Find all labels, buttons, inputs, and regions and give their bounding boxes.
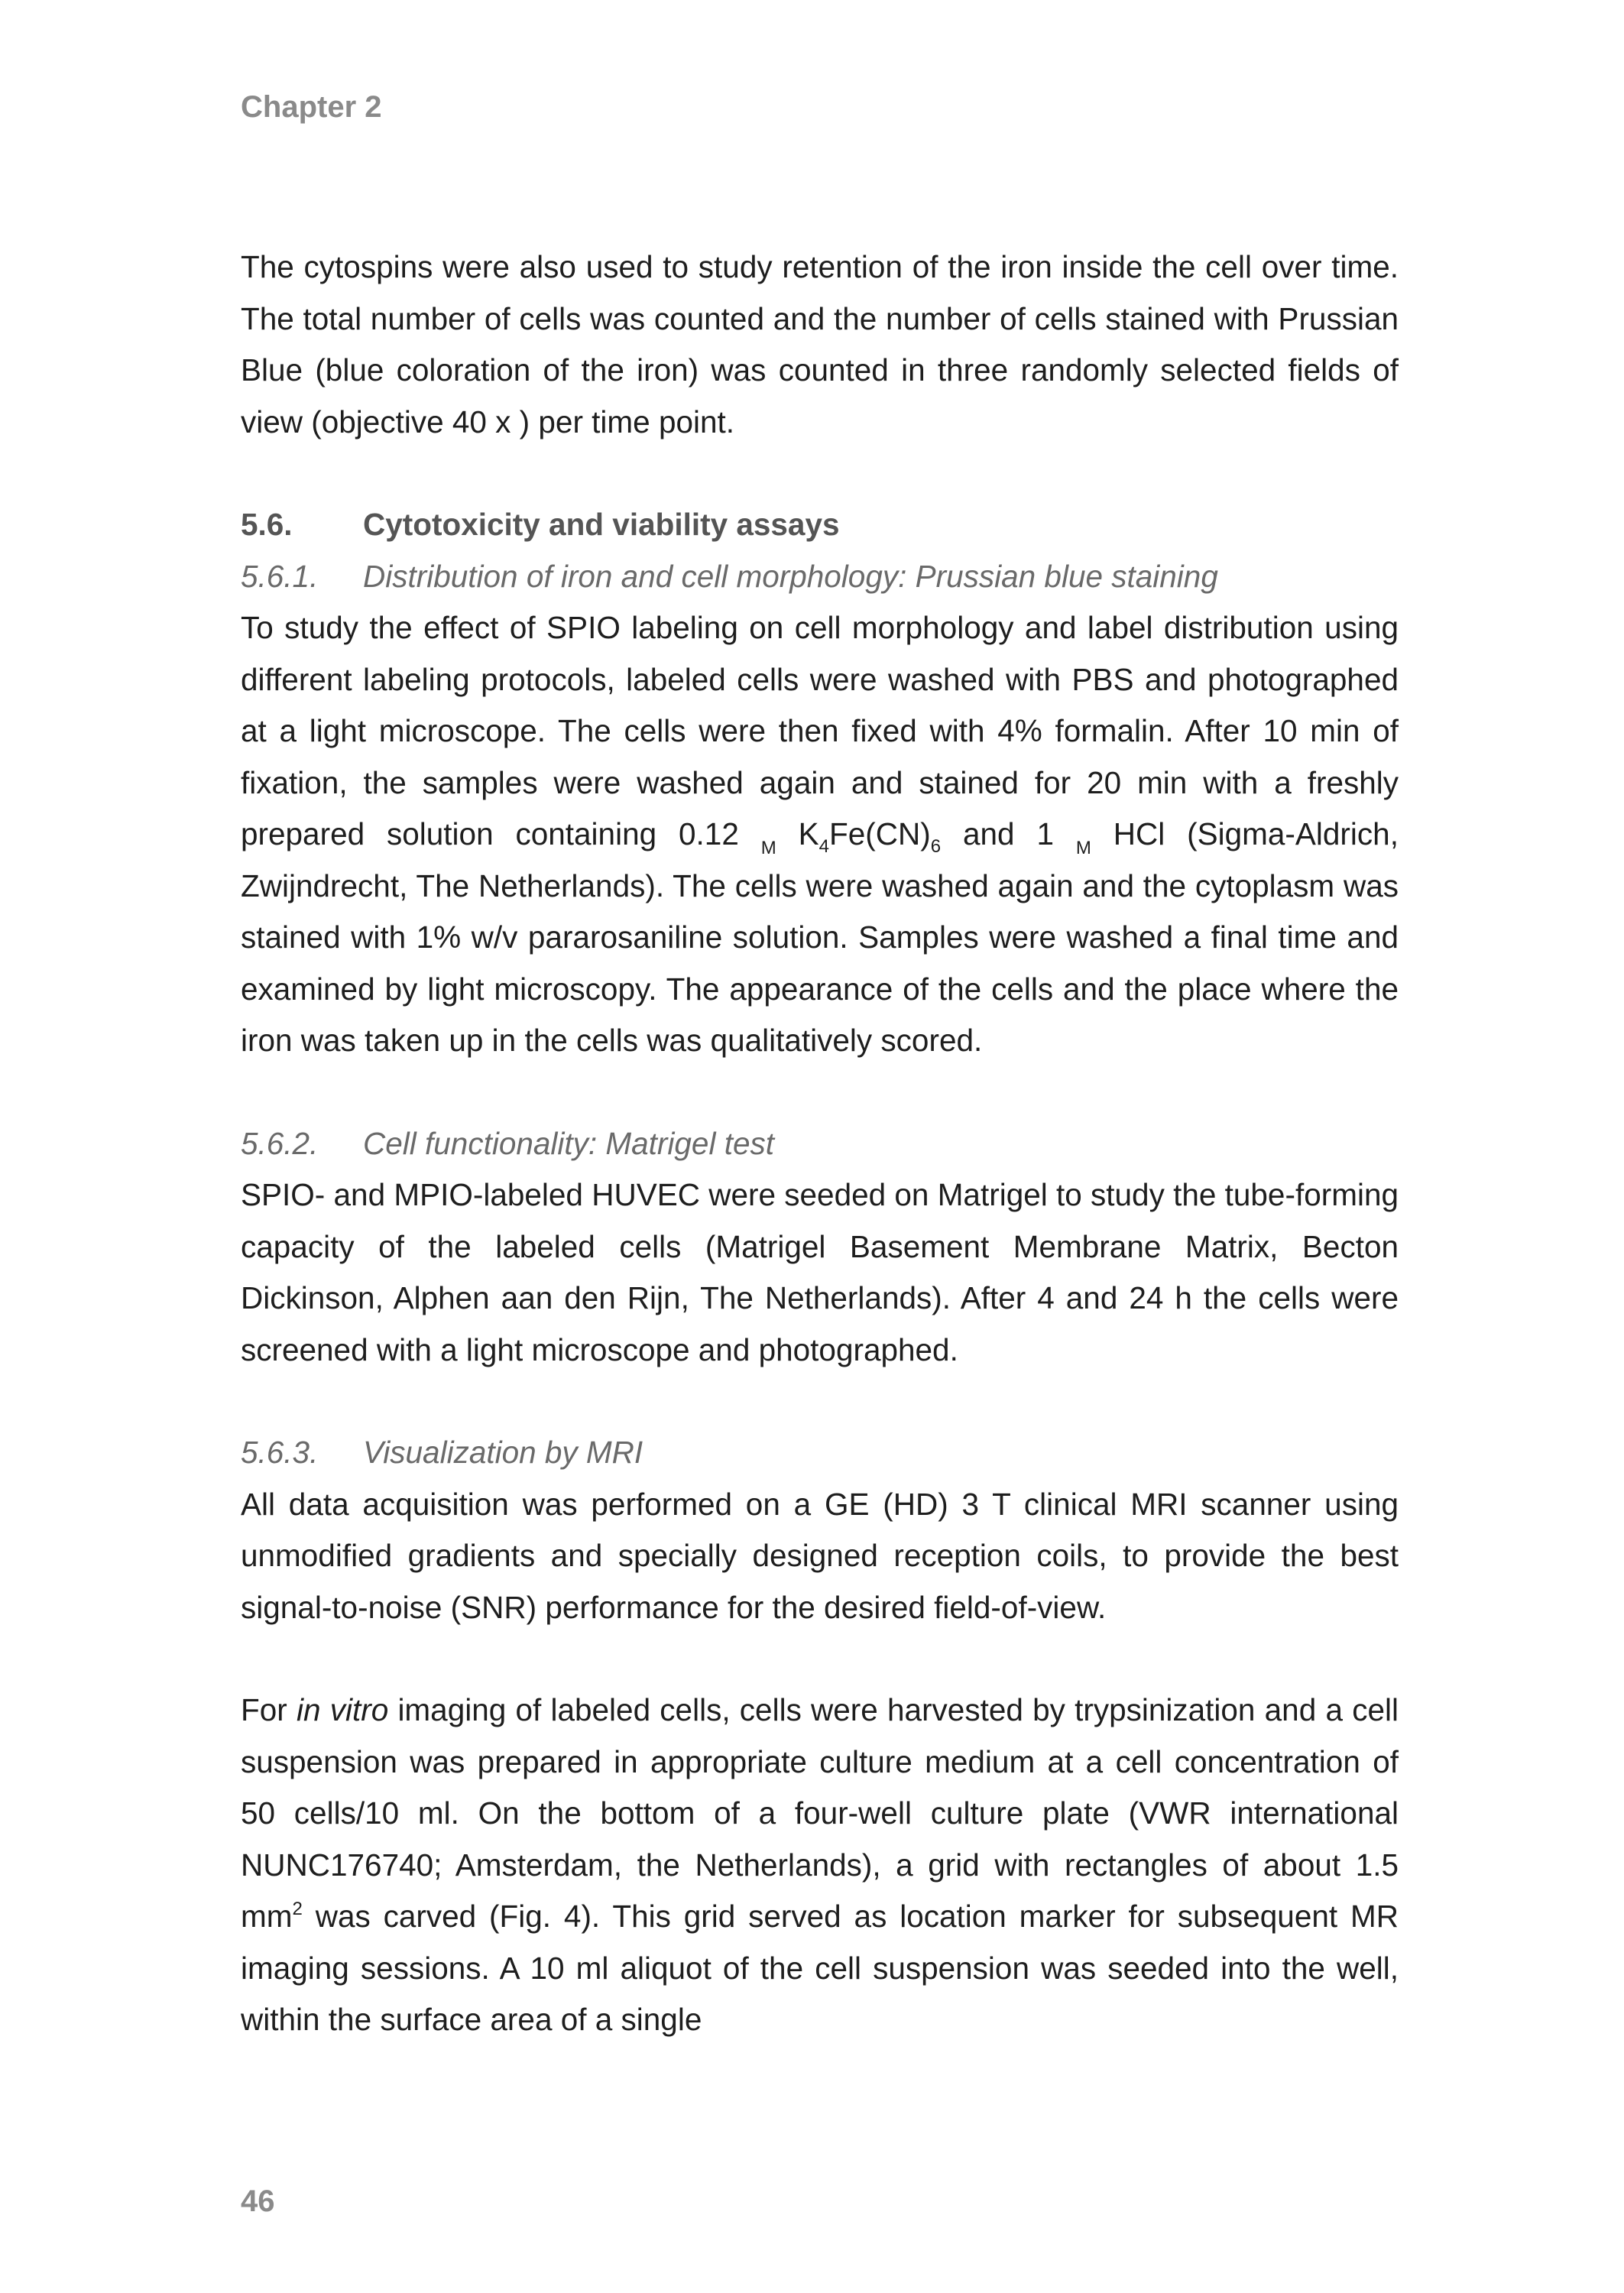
subsection-number: 5.6.3. — [241, 1435, 319, 1470]
section-title: Cytotoxicity and viability assays — [363, 507, 840, 542]
unit-molar: M — [1075, 838, 1091, 858]
subsection-heading-5-6-3 — [241, 1427, 1399, 1479]
subsection-number: 5.6.1. — [241, 558, 319, 594]
section-number: 5.6. — [241, 507, 293, 542]
unit-molar: M — [760, 838, 776, 858]
matrigel-paragraph: SPIO- and MPIO-labeled HUVEC were seeded on Matrigel to study the tube-forming capacity of the labeled cells (Matrigel Basement Membrane Matrix, Becton Dickinson, Alphen aan den Rijn, The Netherlands). After 4 and 24 h the cells were screened with a light microscope and photographed. — [241, 1177, 1399, 1367]
subsection-title: Distribution of iron and cell morphology: Prussian blue staining — [363, 558, 1218, 594]
intro-paragraph: The cytospins were also used to study retention of the iron inside the cell over time. The total number of cells was counted and the number of cells stained with Prussian Blue (blue coloration of the iron) was counted in three randomly selected fields of view (objective 40 x ) per time point. — [241, 249, 1399, 439]
subsection-heading-5-6-1 — [241, 551, 1399, 603]
subsection-title: Cell functionality: Matrigel test — [363, 1125, 774, 1161]
subsection-number: 5.6.2. — [241, 1125, 319, 1161]
page-number: 46 — [241, 2184, 275, 2218]
body-text — [241, 242, 1399, 2046]
mri-paragraph: All data acquisition was performed on a GE (HD) 3 T clinical MRI scanner using unmodified gradients and specially designed reception coils, to provide the best signal-to-noise (SNR) performance for the desired field-of-view. — [241, 1486, 1399, 1625]
section-heading-5-6 — [241, 499, 1399, 551]
prussian-blue-paragraph: To study the effect of SPIO labeling on cell morphology and label distribution using different labeling protocols, labeled cells were washed with PBS and photographed at a light microscope. The cells were then fixed with 4% formalin. After 10 min of fixation, the samples were washed again and stained for 20 min with a freshly prepared solution containing 0.12 $_M$ $K_4Fe(CN)_6$ and 1 $_M$ HCl (Sigma-Aldrich, Zwijndrecht, The Netherlands). The cells were washed again and the cytoplasm was stained with 1% w/v pararosaniline solution. Samples were washed a final time and examined by light microscopy. The appearance of the cells and the place where the iron was taken up in the cells was qualitatively scored. — [241, 610, 1399, 1058]
subsection-heading-5-6-2 — [241, 1118, 1399, 1170]
subsection-title: Visualization by MRI — [363, 1435, 643, 1470]
in-vitro-paragraph: For in vitro imaging of labeled cells, cells were harvested by trypsinization and a cell suspension was prepared in appropriate culture medium at a cell concentration of 50 cells/10 ml. On the bottom of a four-well culture plate (VWR international NUNC176740; Amsterdam, the Netherlands), a grid with rectangles of about 1.5 $mm^2$ was carved (Fig. 4). This grid served as location marker for subsequent MR imaging sessions. A 10 ml aliquot of the cell suspension was seeded into the well, within the surface area of a single — [241, 1692, 1399, 2037]
running-head: Chapter 2 — [241, 90, 382, 124]
